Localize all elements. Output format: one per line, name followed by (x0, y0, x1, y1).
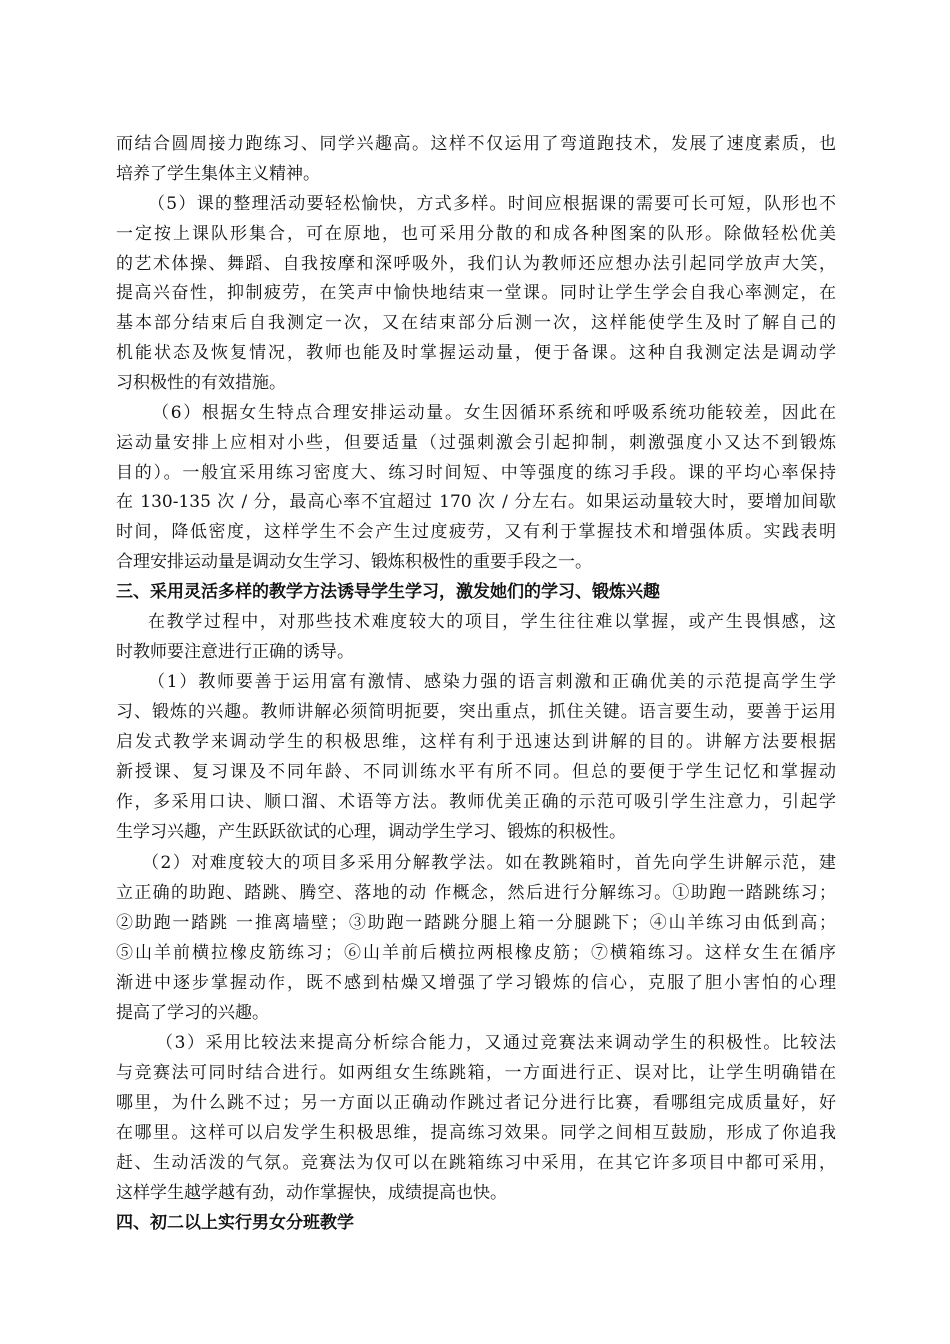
text-line: 哪里，为什么跳不过；另一方面以正确动作跳过者记分进行比赛，看哪组完成质量好，好 (116, 1093, 836, 1113)
text-line: 在 130-135 次 / 分，最高心率不宜超过 170 次 / 分左右。如果运动量较大时，要增加间歇 (116, 492, 836, 512)
text-line: 而结合圆周接力跑练习、同学兴趣高。这样不仅运用了弯道跑技术，发展了速度素质，也 (116, 134, 836, 154)
text-line: 运动量安排上应相对小些，但要适量（过强刺激会引起抑制，刺激强度小又达不到锻炼 (116, 433, 836, 453)
text-line: （1）教师要善于运用富有激情、感染力强的语言刺激和正确优美的示范提高学生学 (148, 672, 836, 692)
text-line: （5）课的整理活动要轻松愉快，方式多样。时间应根据课的需要可长可短，队形也不 (148, 194, 836, 214)
text-line: 机能状态及恢复情况，教师也能及时掌握运动量，便于备课。这种自我测定法是调动学 (116, 343, 836, 363)
text-line: 启发式教学来调动学生的积极思维，这样有利于迅速达到讲解的目的。讲解方法要根据 (116, 732, 836, 752)
text-line: 习积极性的有效措施。 (116, 373, 286, 393)
text-line: 培养了学生集体主义精神。 (116, 164, 320, 184)
text-line: 这样学生越学越有劲，动作掌握快，成绩提高也快。 (116, 1183, 507, 1203)
text-line: 时间，降低密度，这样学生不会产生过度疲劳，又有利于掌握技术和增强体质。实践表明 (116, 522, 836, 542)
text-line: ②助跑一踏跳 一推离墙壁；③助跑一踏跳分腿上箱一分腿跳下；④山羊练习由低到高； (116, 913, 836, 933)
text-line: 生学习兴趣，产生跃跃欲试的心理，调动学生学习、锻炼的积极性。 (116, 822, 626, 842)
text-line: 在教学过程中，对那些技术难度较大的项目，学生往往难以掌握，或产生畏惧感，这 (148, 612, 836, 632)
text-line: 提高兴奋性，抑制疲劳，在笑声中愉快地结束一堂课。同时让学生学会自我心率测定，在 (116, 283, 836, 303)
text-line: （6）根据女生特点合理安排运动量。女生因循环系统和呼吸系统功能较差，因此在 (152, 403, 836, 423)
text-line: 一定按上课队形集合，可在原地，也可采用分散的和成各种图案的队形。除做轻松优美 (116, 224, 836, 244)
text-line: 基本部分结束后自我测定一次，又在结束部分后测一次，这样能使学生及时了解自己的 (116, 313, 836, 333)
text-line: 提高了学习的兴趣。 (116, 1003, 269, 1023)
text-line: （2）对难度较大的项目多采用分解教学法。如在教跳箱时，首先向学生讲解示范，建 (142, 853, 836, 873)
text-line: 赶、生动活泼的气氛。竞赛法为仅可以在跳箱练习中采用，在其它许多项目中都可采用， (116, 1153, 836, 1173)
text-line: （3）采用比较法来提高分析综合能力，又通过竞赛法来调动学生的积极性。比较法 (156, 1033, 836, 1053)
text-line: 时教师要注意进行正确的诱导。 (116, 642, 354, 662)
text-line: 新授课、复习课及不同年龄、不同训练水平有所不同。但总的要便于学生记忆和掌握动 (116, 762, 836, 782)
text-line: 合理安排运动量是调动女生学习、锻炼积极性的重要手段之一。 (116, 552, 592, 572)
text-line: 习、锻炼的兴趣。教师讲解必须简明扼要，突出重点，抓住关键。语言要生动，要善于运用 (116, 702, 836, 722)
section-heading: 四、初二以上实行男女分班教学 (116, 1213, 354, 1233)
text-line: ⑤山羊前横拉橡皮筋练习；⑥山羊前后横拉两根橡皮筋；⑦横箱练习。这样女生在循序 (116, 943, 836, 963)
text-line: 立正确的助跑、踏跳、腾空、落地的动 作概念，然后进行分解练习。①助跑一踏跳练习； (116, 883, 836, 903)
text-line: 与竞赛法可同时结合进行。如两组女生练跳箱，一方面进行正、误对比，让学生明确错在 (116, 1063, 836, 1083)
section-heading: 三、采用灵活多样的教学方法诱导学生学习，激发她们的学习、锻炼兴趣 (116, 582, 660, 602)
text-line: 渐进中逐步掌握动作，既不感到枯燥又增强了学习锻炼的信心，克服了胆小害怕的心理 (116, 973, 836, 993)
text-line: 的艺术体操、舞蹈、自我按摩和深呼吸外，我们认为教师还应想办法引起同学放声大笑， (116, 254, 836, 274)
text-line: 目的）。一般宜采用练习密度大、练习时间短、中等强度的练习手段。课的平均心率保持 (116, 463, 836, 483)
text-line: 在哪里。这样可以启发学生积极思维，提高练习效果。同学之间相互鼓励，形成了你追我 (116, 1123, 836, 1143)
text-line: 作，多采用口诀、顺口溜、术语等方法。教师优美正确的示范可吸引学生注意力，引起学 (116, 792, 836, 812)
